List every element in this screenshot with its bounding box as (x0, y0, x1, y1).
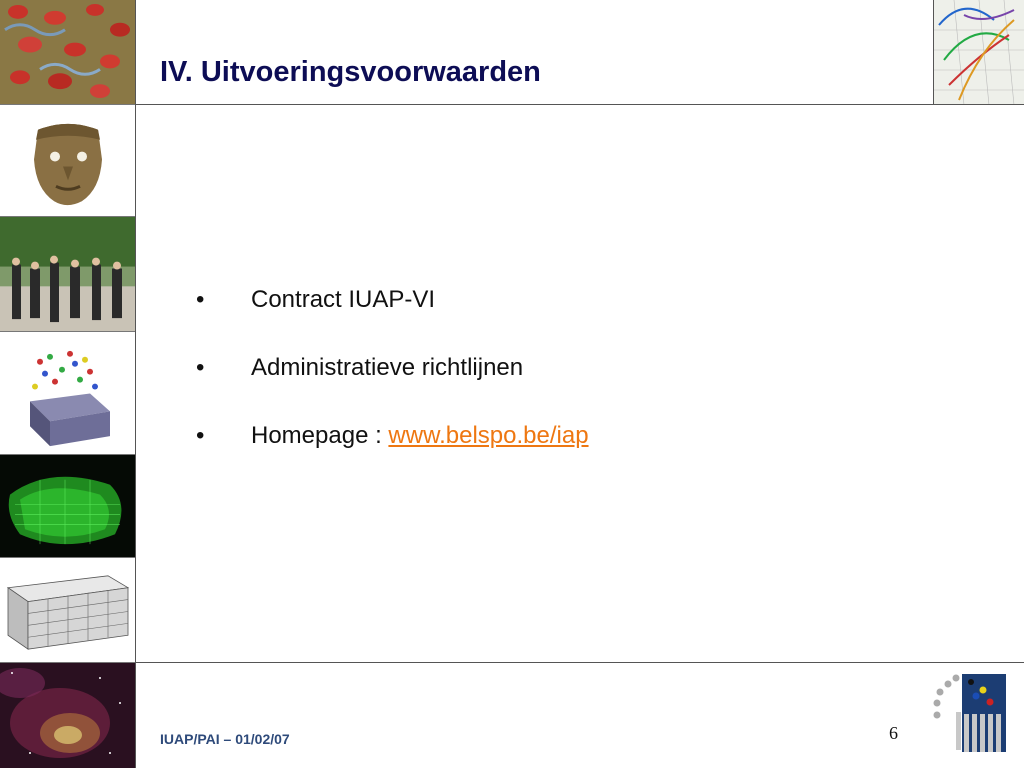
bullet-text-with-link (251, 422, 589, 450)
grid-block-model-image (0, 558, 135, 663)
strip-divider (135, 0, 136, 768)
colored-diagram-image (933, 0, 1024, 105)
nebula-space-image (0, 663, 135, 768)
left-image-strip (0, 0, 136, 768)
bullet-marker: • (196, 422, 205, 449)
homepage-label: Homepage : (251, 422, 389, 449)
bullet-text: Administratieve richtlijnen (251, 354, 524, 381)
page-number: 6 (889, 723, 898, 743)
molecular-crystal-image (0, 332, 135, 455)
bullet-text: Contract IUAP-VI (251, 286, 436, 313)
footer-rule (136, 662, 1024, 663)
slide-title: IV. Uitvoeringsvoorwaarden (160, 56, 541, 88)
footer-text: IUAP/PAI – 01/02/07 (160, 731, 290, 747)
bullet-marker: • (196, 354, 205, 381)
green-3d-mesh-image (0, 455, 135, 558)
street-crowd-image (0, 217, 135, 332)
homepage-link[interactable]: www.belspo.be/iap (388, 422, 589, 449)
bullet-marker: • (196, 286, 205, 313)
red-blood-cells-image (0, 0, 135, 105)
iuap-logo-icon (926, 670, 1016, 754)
bronze-mask-image (0, 105, 135, 217)
header-rule (136, 104, 1024, 105)
